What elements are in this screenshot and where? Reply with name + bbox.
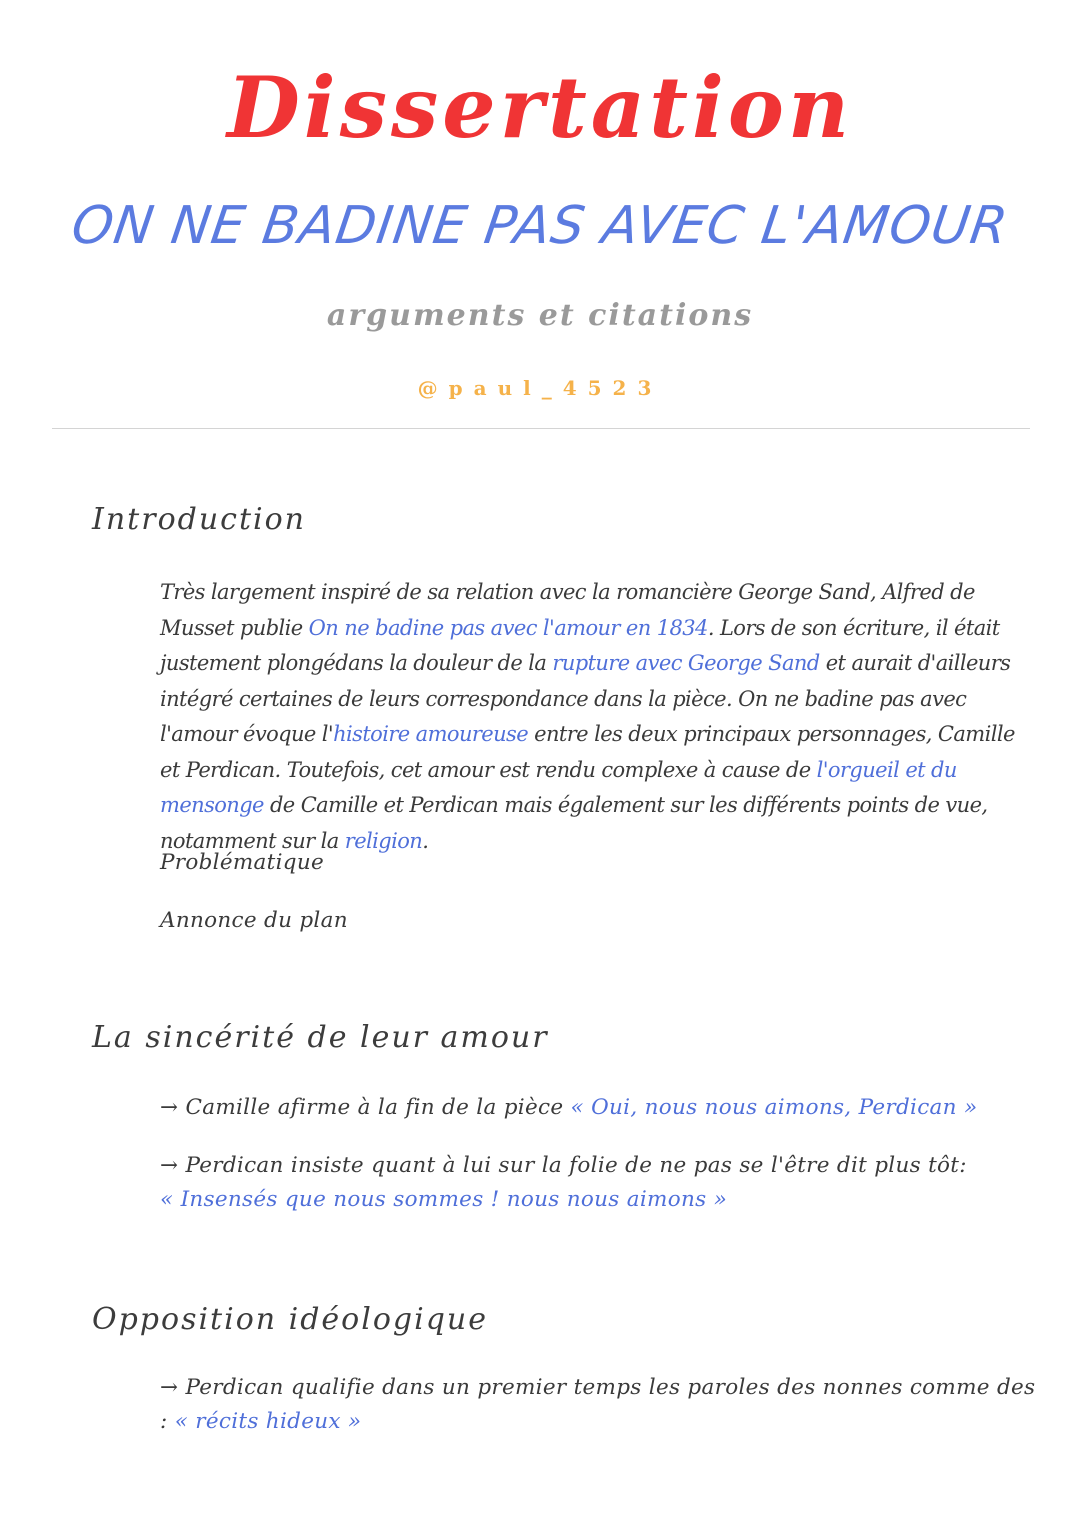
colon-prefix: :: [160, 1409, 175, 1434]
paragraph-text: .: [422, 828, 429, 853]
citation-quote: « Oui, nous nous aimons, Perdican »: [570, 1095, 978, 1120]
paragraph-text: entre les deux principaux personnages, Camille et Perdican. Toutefois, cet amour est rendu complexe à cause de: [160, 722, 1015, 782]
argument-text: → Perdican insiste quant à lui sur la folie de ne pas se l'être dit plus tôt:: [160, 1153, 967, 1178]
document-tagline: arguments et citations: [326, 298, 754, 333]
heading-sincerite: La sincérité de leur amour: [92, 1020, 549, 1055]
header-divider: [52, 428, 1030, 429]
argument-item: [160, 1371, 1050, 1439]
paragraph-text: et aurait d'ailleurs intégré certaines de leurs correspondance dans la pièce. On ne badine pas avec l'amour évoque l': [160, 651, 1011, 746]
highlighted-phrase: religion: [344, 828, 423, 853]
document-title: Dissertation: [226, 58, 854, 157]
highlighted-phrase: On ne badine pas avec l'amour en 1834: [308, 615, 708, 640]
argument-item: [160, 1149, 1050, 1217]
introduction-paragraph: [160, 575, 1040, 859]
annonce-plan-label: Annonce du plan: [160, 908, 348, 933]
heading-introduction: Introduction: [92, 502, 306, 537]
paragraph-text: de Camille et Perdican mais également sur les différents points de vue, notamment sur la: [160, 793, 988, 853]
document-subtitle: ON NE BADINE PAS AVEC L'AMOUR: [68, 196, 1012, 256]
citation-quote: « récits hideux »: [174, 1409, 362, 1434]
highlighted-phrase: l'orgueil et du mensonge: [160, 757, 957, 817]
argument-text: → Camille afirme à la fin de la pièce: [160, 1095, 571, 1120]
citation-quote: « Insensés que nous sommes ! nous nous aimons »: [160, 1187, 728, 1212]
author-handle: @paul_4523: [417, 376, 663, 400]
argument-text: → Perdican qualifie dans un premier temps les paroles des nonnes comme des: [160, 1375, 1036, 1400]
highlighted-phrase: rupture avec George Sand: [552, 651, 820, 675]
highlighted-phrase: histoire amoureuse: [333, 722, 529, 746]
paragraph-text: Très largement inspiré de sa relation avec la romancière George Sand, Alfred de Musset publie: [160, 580, 975, 640]
paragraph-text: . Lors de son écriture, il était justement plongédans la douleur de la: [160, 615, 1000, 675]
argument-item: [160, 1091, 1050, 1125]
problematique-label: Problématique: [160, 850, 325, 875]
heading-opposition: Opposition idéologique: [92, 1302, 488, 1337]
